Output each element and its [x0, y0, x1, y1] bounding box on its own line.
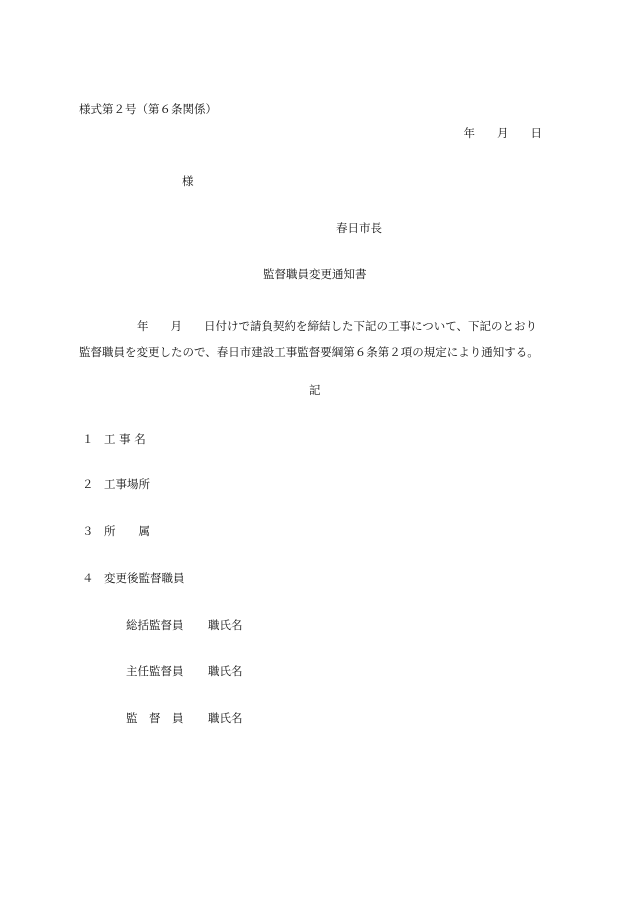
- body-text: [79, 313, 553, 365]
- item-number: ４: [82, 571, 94, 585]
- supervisor-field: 職氏名: [208, 618, 243, 632]
- body-line2: 監督職員を変更したので、春日市建設工事監督要綱第６条第２項の規定により通知する。: [79, 345, 539, 359]
- supervisor-chief: [126, 663, 243, 679]
- supervisor-role: 監 督 員: [126, 711, 184, 725]
- body-month-label: 月: [170, 319, 182, 333]
- item-number: １: [82, 432, 94, 446]
- item-construction-location: [82, 476, 150, 492]
- document-title: 監督職員変更通知書: [263, 267, 367, 281]
- item-affiliation: [82, 523, 150, 539]
- item-construction-name: [82, 431, 146, 447]
- body-year-label: 年: [137, 319, 149, 333]
- date-day-label: 日: [530, 126, 542, 140]
- sender-name: 春日市長: [336, 221, 382, 235]
- form-number: 様式第２号（第６条関係）: [79, 102, 217, 116]
- body-line1: 日付けで請負契約を締結した下記の工事について、下記のとおり: [204, 319, 538, 333]
- date-line: [464, 125, 543, 141]
- supervisor-field: 職氏名: [208, 711, 243, 725]
- item-label: 変更後監督職員: [104, 571, 185, 585]
- ki-heading: 記: [309, 383, 321, 397]
- item-label: 所 属: [104, 524, 150, 538]
- supervisor-staff: [126, 710, 243, 726]
- item-label: 工事場所: [104, 477, 150, 491]
- item-number: ２: [82, 477, 94, 491]
- item-label: 工 事 名: [104, 432, 146, 446]
- item-number: ３: [82, 524, 94, 538]
- item-new-supervisors: [82, 570, 185, 586]
- supervisor-field: 職氏名: [208, 664, 243, 678]
- date-month-label: 月: [497, 126, 509, 140]
- supervisor-role: 主任監督員: [126, 664, 184, 678]
- supervisor-general: [126, 617, 243, 633]
- date-year-label: 年: [463, 126, 475, 140]
- supervisor-role: 総括監督員: [126, 618, 184, 632]
- addressee-suffix: 様: [182, 174, 194, 188]
